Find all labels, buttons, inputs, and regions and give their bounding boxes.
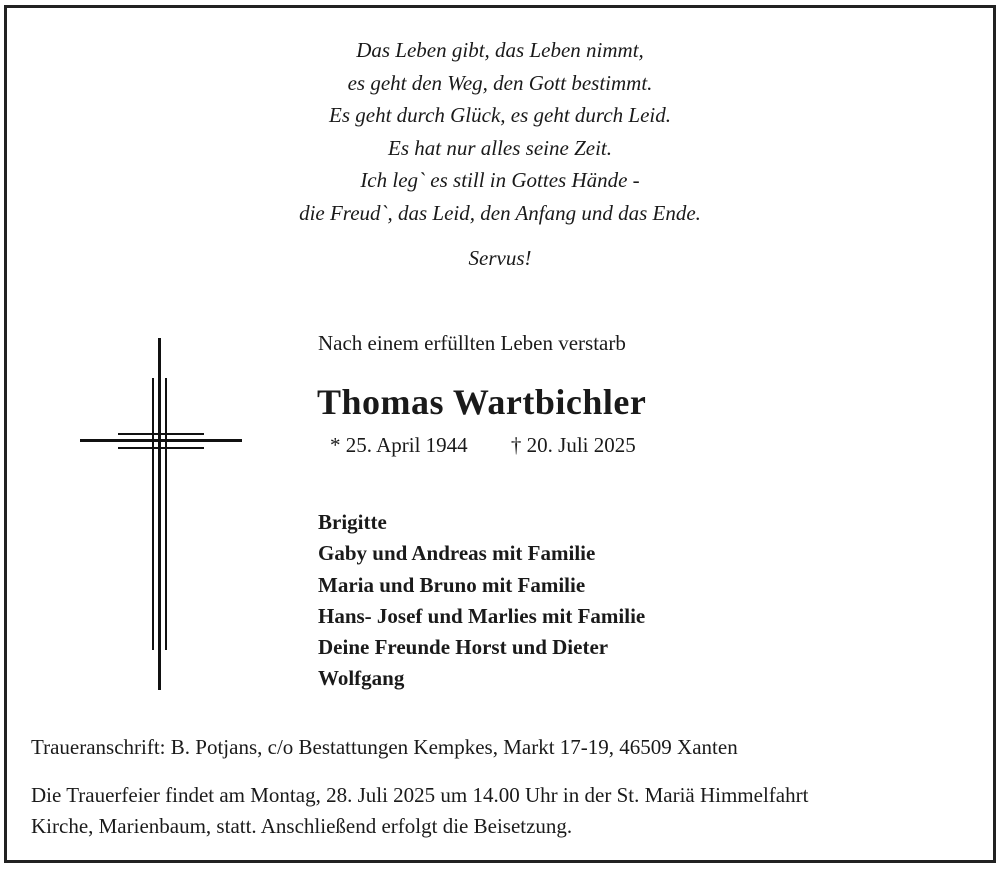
poem-line: Es hat nur alles seine Zeit. <box>388 135 612 160</box>
ceremony-info <box>31 780 976 842</box>
life-dates <box>330 433 636 458</box>
mourner: Deine Freunde Horst und Dieter <box>318 635 609 660</box>
intro-text: Nach einem erfüllten Leben verstarb <box>318 331 626 355</box>
deceased-name: Thomas Wartbichler <box>317 382 647 422</box>
poem <box>0 34 1000 274</box>
ceremony-line: Kirche, Marienbaum, statt. Anschließend erfolgt die Beisetzung. <box>31 814 573 838</box>
funeral-address: Traueranschrift: B. Potjans, c/o Bestattungen Kempkes, Markt 17-19, 46509 Xanten <box>31 735 738 759</box>
cross-icon <box>80 338 242 690</box>
poem-line: die Freud`, das Leid, den Anfang und das Ende. <box>299 200 701 225</box>
death-date: † 20. Juli 2025 <box>510 433 636 457</box>
mourner: Wolfgang <box>318 666 405 691</box>
ceremony-line: Die Trauerfeier findet am Montag, 28. Juli 2025 um 14.00 Uhr in der St. Mariä Himmelfahrt <box>31 783 809 807</box>
mourner: Hans- Josef und Marlies mit Familie <box>318 603 646 628</box>
birth-date: * 25. April 1944 <box>330 433 468 457</box>
poem-line: Das Leben gibt, das Leben nimmt, <box>356 38 644 62</box>
mourner: Maria und Bruno mit Familie <box>318 572 586 597</box>
poem-line: Es geht durch Glück, es geht durch Leid. <box>329 103 671 128</box>
mourner: Gaby und Andreas mit Familie <box>318 541 596 566</box>
poem-line: Ich leg` es still in Gottes Hände - <box>360 168 640 193</box>
mourners-list <box>318 507 645 695</box>
poem-closing: Servus! <box>468 245 532 270</box>
mourner: Brigitte <box>318 510 387 534</box>
poem-line: es geht den Weg, den Gott bestimmt. <box>347 70 653 95</box>
